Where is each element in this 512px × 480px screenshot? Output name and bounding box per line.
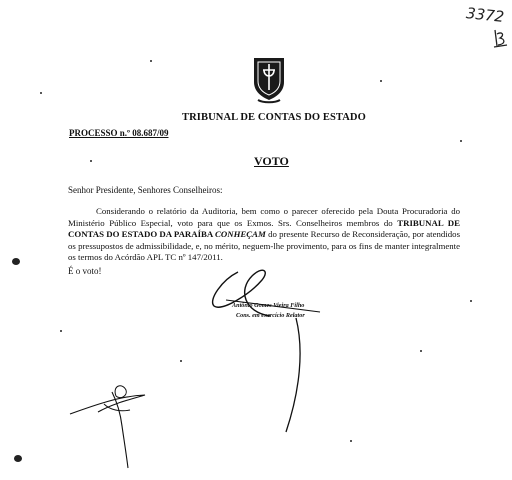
vote-heading: VOTO	[254, 154, 289, 168]
vote-body-paragraph	[68, 206, 460, 264]
scan-speck	[40, 92, 42, 94]
body-court-name: TRIBUNAL DE CONTAS DO ESTADO DA PARAÍBA	[68, 217, 460, 240]
court-title: TRIBUNAL DE CONTAS DO ESTADO	[182, 112, 366, 123]
body-text-part2: do presente Recurso de Reconsideração, por atendidos os pressupostos de admissibilidade, e, no mérito, neguem-lhe provimento, para os fins de manter integralmente os termos do Acórdão APL TC nº 147/2011.	[68, 229, 460, 263]
scan-speck	[14, 455, 22, 462]
signer-name: Antônio Gomes Vieira Filho	[232, 302, 305, 309]
handwritten-initial-mark	[492, 28, 508, 48]
tce-pb-coat-of-arms-icon	[252, 56, 286, 104]
body-conhecam: CONHEÇAM	[215, 229, 266, 240]
scan-speck	[350, 440, 352, 442]
scan-speck	[420, 350, 422, 352]
closing-statement: É o voto!	[68, 266, 102, 276]
scan-speck	[150, 60, 152, 62]
signer-role: Cons. em exercício Relator	[236, 312, 305, 319]
greeting: Senhor Presidente, Senhores Conselheiros:	[68, 185, 223, 195]
scan-speck	[12, 258, 20, 265]
scan-speck	[90, 160, 92, 162]
handwritten-page-number: 3372	[465, 4, 506, 26]
scan-speck	[180, 360, 182, 362]
scan-speck	[470, 300, 472, 302]
body-text-part1: Considerando o relatório da Auditoria, bem como o parecer oferecido pela Douta Procuradoria do Ministério Público Especial, voto para que os Exmos. Srs. Conselheiros membros do	[68, 206, 460, 228]
process-number: PROCESSO n.º 08.687/09	[69, 128, 169, 138]
scan-speck	[60, 330, 62, 332]
scan-speck	[460, 140, 462, 142]
scan-speck	[380, 80, 382, 82]
